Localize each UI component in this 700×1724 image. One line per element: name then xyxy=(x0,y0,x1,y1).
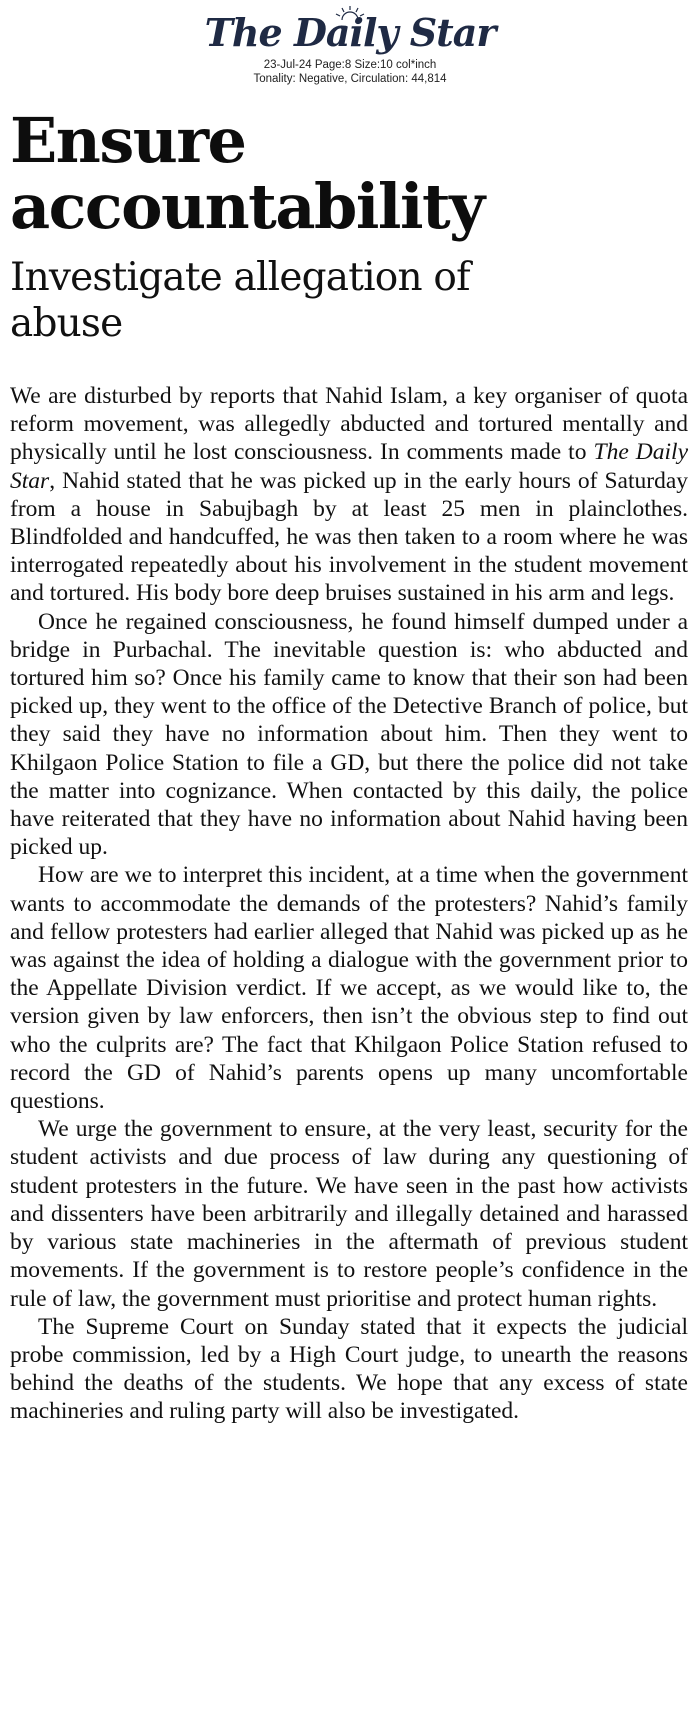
clipping-info: 23-Jul-24 Page:8 Size:10 col*inch xyxy=(263,59,437,71)
article-paragraph: The Supreme Court on Sunday stated that it expects the judicial probe commission, led by a High Court judge, to unearth the reasons behind the deaths of the students. We hope that any excess of state machineries and ruling party will also be investigated. xyxy=(10,1313,688,1425)
logo-wordmark: The Daily Star xyxy=(204,10,496,55)
clipping-metadata xyxy=(200,58,500,86)
clipping-tonality: Tonality: Negative, Circulation: 44,814 xyxy=(253,73,447,85)
masthead xyxy=(0,0,700,92)
newspaper-logo xyxy=(195,4,505,56)
article-paragraph: Once he regained consciousness, he found himself dumped under a bridge in Purbachal. The inevitable question is: who abducted and tortured him so? Once his family came to know that their son had been picked up, they went to the office of the Detective Branch of police, but they said they have no information about him. Then they went to Khilgaon Police Station to file a GD, but there the police did not take the matter into cognizance. When contacted by this daily, the police have reiterated that they have no information about Nahid having been picked up. xyxy=(10,608,688,861)
publication-name: The Daily Star xyxy=(10,439,688,494)
article-subheadline: Investigate allegation of abuse xyxy=(10,255,470,346)
article-paragraph: How are we to interpret this incident, at a time when the government wants to accommodate the demands of the protesters? Nahid’s family and fellow protesters had earlier alleged that Nahid was picked up as he was against the idea of holding a dialogue with the government prior to the Appellate Division verdict. If we accept, as we would like to, the version given by law enforcers, then isn’t the obvious step to find out who the culprits are? The fact that Khilgaon Police Station refused to record the GD of Nahid’s parents opens up many uncomfortable questions. xyxy=(10,862,688,1115)
article-headline: Ensure accountability xyxy=(10,104,484,243)
article-paragraph: We urge the government to ensure, at the very least, security for the student activists and due process of law during any questioning of student protesters in the future. We have seen in the past how activists and dissenters have been arbitrarily and illegally detained and harassed by various state machineries in the aftermath of previous student movements. If the government is to restore people’s confidence in the rule of law, the government must prioritise and protect human rights. xyxy=(10,1116,688,1312)
article-body xyxy=(10,382,688,1426)
article-paragraph: We are disturbed by reports that Nahid Islam, a key organiser of quota reform movement, was allegedly abducted and tortured mentally and physically until he lost consciousness. In comments made to The Daily Star, Nahid stated that he was picked up in the early hours of Saturday from a house in Sabujbagh by at least 25 men in plainclothes. Blindfolded and handcuffed, he was then taken to a room where he was interrogated repeatedly about his involvement in the student movement and tortured. His body bore deep bruises sustained in his arm and legs. xyxy=(10,383,688,607)
